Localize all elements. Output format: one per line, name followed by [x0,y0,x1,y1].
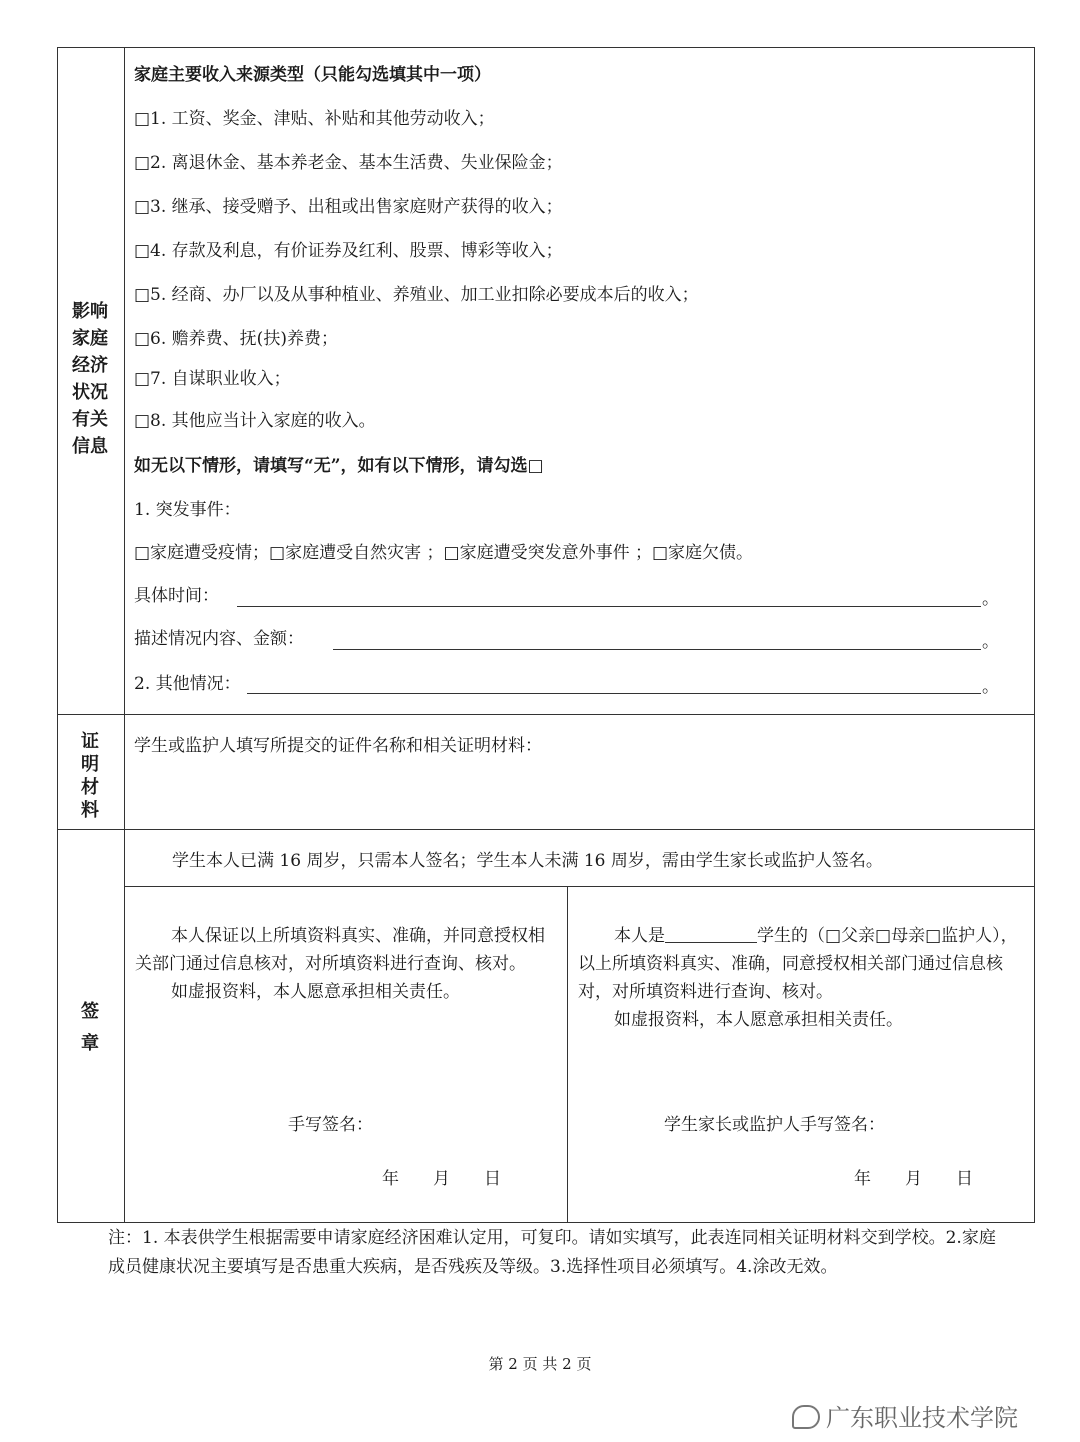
income-option-6[interactable]: □6. 赡养费、抚(扶)养费； [134,329,338,349]
row-divider-1 [57,714,1035,715]
time-label: 具体时间： [134,586,219,606]
watermark [792,1398,1018,1433]
table-label-divider [124,47,125,1223]
student-liability-text: 如虚报资料，本人愿意承担相关责任。 [171,982,460,1002]
table-border-right [1034,47,1035,1223]
time-input-line[interactable] [237,606,981,607]
student-declaration [135,922,560,1006]
student-declaration-text: 本人保证以上所填资料真实、准确，并同意授权相关部门通过信息核对，对所填资料进行查询、核对。 [135,926,545,974]
table-border-left [57,47,58,1223]
proof-materials-instruction: 学生或监护人填写所提交的证件名称和相关证明材料： [134,736,542,756]
row-divider-2 [57,829,1035,830]
situation-title: 如无以下情形，请填写“无”，如有以下情形，请勾选□ [134,456,544,476]
table-border-bottom [57,1222,1035,1223]
student-signature-date: 年 月 日 [382,1169,501,1189]
emergency-options[interactable]: □家庭遭受疫情；□家庭遭受自然灾害 ；□家庭遭受突发意外事件 ；□家庭欠债。 [134,543,754,563]
guardian-signature-date: 年 月 日 [854,1169,973,1189]
description-period: 。 [982,632,999,652]
income-option-3[interactable]: □3. 继承、接受赠予、出租或出售家庭财产获得的收入； [134,197,563,217]
income-option-7[interactable]: □7. 自谋职业收入； [134,369,291,389]
section-label-family-economy: 影响家庭经济状况有关信息 [72,301,108,457]
wechat-icon [792,1405,820,1429]
other-situation-period: 。 [982,677,999,697]
signature-age-notice: 学生本人已满 16 周岁，只需本人签名；学生本人未满 16 周岁，需由学生家长或监护人签名。 [172,851,883,871]
description-input-line[interactable] [333,649,981,650]
other-situation-label: 2. 其他情况： [134,674,241,694]
income-option-1[interactable]: □1. 工资、奖金、津贴、补贴和其他劳动收入； [134,109,495,129]
guardian-declaration-body: 学生的（□父亲□母亲□监护人），以上所填资料真实、准确，同意授权相关部门通过信息核对，对所填资料进行查询、核对。 [578,926,1018,1002]
income-option-2[interactable]: □2. 离退休金、基本养老金、基本生活费、失业保险金； [134,153,563,173]
page-number: 第 2 页 共 2 页 [488,1355,592,1373]
watermark-text: 广东职业技术学院 [826,1404,1018,1432]
guardian-declaration-prefix: 本人是 [614,926,665,946]
guardian-student-name-blank[interactable] [665,924,757,943]
student-signature-label: 手写签名： [288,1115,373,1135]
income-source-title: 家庭主要收入来源类型（只能勾选填其中一项） [134,65,491,85]
form-note: 注：1. 本表供学生根据需要申请家庭经济困难认定用，可复印。请如实填写，此表连同相关证明材料交到学校。2.家庭成员健康状况主要填写是否患重大疾病，是否残疾及等级。3.选择性项目必须填写。4.涂改无效。 [108,1228,996,1277]
guardian-liability-text: 如虚报资料，本人愿意承担相关责任。 [614,1010,903,1030]
table-border-top [57,47,1035,48]
signature-column-divider [567,886,568,1223]
guardian-declaration-text [578,922,1026,1006]
time-period: 。 [982,589,999,609]
section-label-signature: 签章 [81,1001,99,1054]
emergency-label: 1. 突发事件： [134,500,241,520]
income-option-8[interactable]: □8. 其他应当计入家庭的收入。 [134,411,376,431]
other-situation-input-line[interactable] [247,693,981,694]
signature-inner-top [124,886,1035,887]
description-label: 描述情况内容、金额： [134,629,304,649]
section-label-proof-materials: 证明材料 [81,731,99,821]
income-option-4[interactable]: □4. 存款及利息，有价证券及红利、股票、博彩等收入； [134,241,563,261]
guardian-declaration [578,922,1026,1034]
income-option-5[interactable]: □5. 经商、办厂以及从事种植业、养殖业、加工业扣除必要成本后的收入； [134,285,699,305]
guardian-signature-label: 学生家长或监护人手写签名： [664,1115,885,1135]
